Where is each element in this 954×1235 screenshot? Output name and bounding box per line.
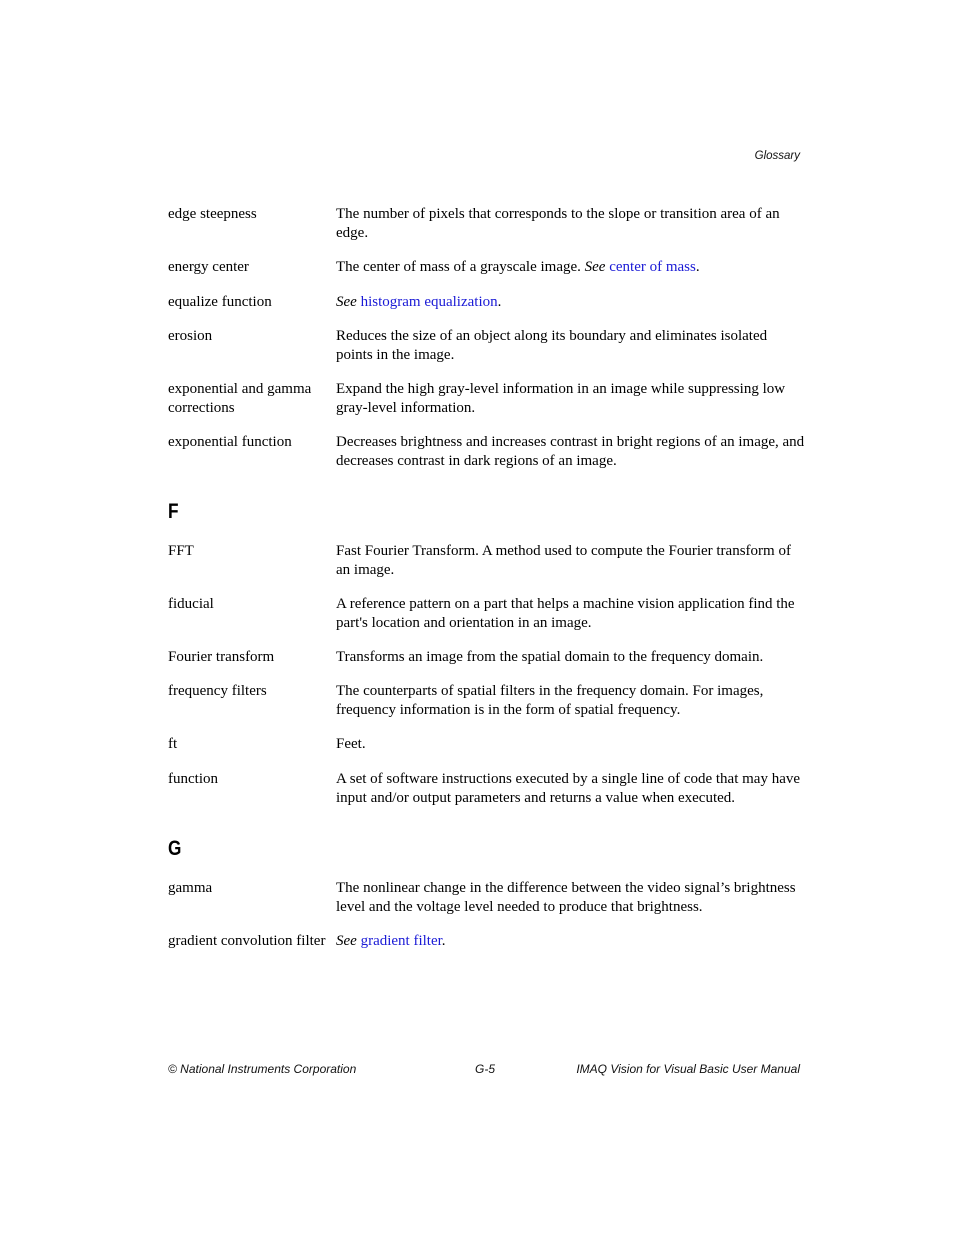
glossary-term: fiducial xyxy=(168,596,214,612)
glossary-definition xyxy=(336,293,806,312)
glossary-term: energy center xyxy=(168,259,249,275)
definition-tail: . xyxy=(441,933,446,949)
glossary-term: FFT xyxy=(168,543,194,559)
glossary-definition: The counterparts of spatial filters in the frequency domain. For images, frequency information is in the form of spatial frequency. xyxy=(336,683,764,718)
glossary-definition: Expand the high gray-level information in an image while suppressing low gray-level information. xyxy=(336,381,786,416)
cross-reference-link[interactable]: histogram equalization xyxy=(360,294,498,310)
definition-text: The center of mass of a grayscale image. xyxy=(336,259,585,275)
glossary-definition: Reduces the size of an object along its boundary and eliminates isolated points in the image. xyxy=(336,328,768,363)
cross-reference-link[interactable]: gradient filter xyxy=(360,933,442,949)
glossary-definition: The number of pixels that corresponds to the slope or transition area of an edge. xyxy=(336,206,780,241)
glossary-term: gamma xyxy=(168,880,213,896)
glossary-term: erosion xyxy=(168,328,213,344)
glossary-definition: Decreases brightness and increases contrast in bright regions of an image, and decreases contrast in dark regions of an image. xyxy=(336,434,805,469)
glossary-term: ft xyxy=(168,736,178,752)
cross-reference-link[interactable]: center of mass xyxy=(609,259,696,275)
footer-copyright: © National Instruments Corporation xyxy=(168,1062,357,1076)
glossary-term: exponential function xyxy=(168,434,292,450)
glossary-term: Fourier transform xyxy=(168,649,275,665)
footer-page-number: G-5 xyxy=(475,1062,496,1076)
see-label: See xyxy=(336,294,357,310)
glossary-term: exponential and gamma corrections xyxy=(168,381,312,416)
glossary-definition: Transforms an image from the spatial domain to the frequency domain. xyxy=(336,649,764,665)
section-heading-f: F xyxy=(168,500,179,523)
glossary-term: gradient convolution filter xyxy=(168,933,326,949)
glossary-term: frequency filters xyxy=(168,683,267,699)
glossary-definition: Fast Fourier Transform. A method used to compute the Fourier transform of an image. xyxy=(336,543,791,578)
glossary-definition: A reference pattern on a part that helps a machine vision application find the part's location and orientation in an image. xyxy=(336,596,795,631)
glossary-definition xyxy=(336,932,806,951)
glossary-term: edge steepness xyxy=(168,206,257,222)
glossary-definition xyxy=(336,258,806,277)
glossary-term: equalize function xyxy=(168,294,272,310)
glossary-definition: The nonlinear change in the difference between the video signal’s brightness level and the voltage level needed to produce that brightness. xyxy=(336,880,796,915)
definition-tail: . xyxy=(497,294,502,310)
glossary-term: function xyxy=(168,771,218,787)
section-heading-g: G xyxy=(168,837,182,860)
definition-tail: . xyxy=(695,259,700,275)
glossary-definition: A set of software instructions executed by a single line of code that may have input and/or output parameters and returns a value when executed. xyxy=(336,771,801,806)
glossary-definition: Feet. xyxy=(336,736,366,752)
footer-manual-title: IMAQ Vision for Visual Basic User Manual xyxy=(576,1062,800,1076)
see-label: See xyxy=(584,259,606,275)
see-label: See xyxy=(336,933,357,949)
running-head: Glossary xyxy=(754,150,800,162)
